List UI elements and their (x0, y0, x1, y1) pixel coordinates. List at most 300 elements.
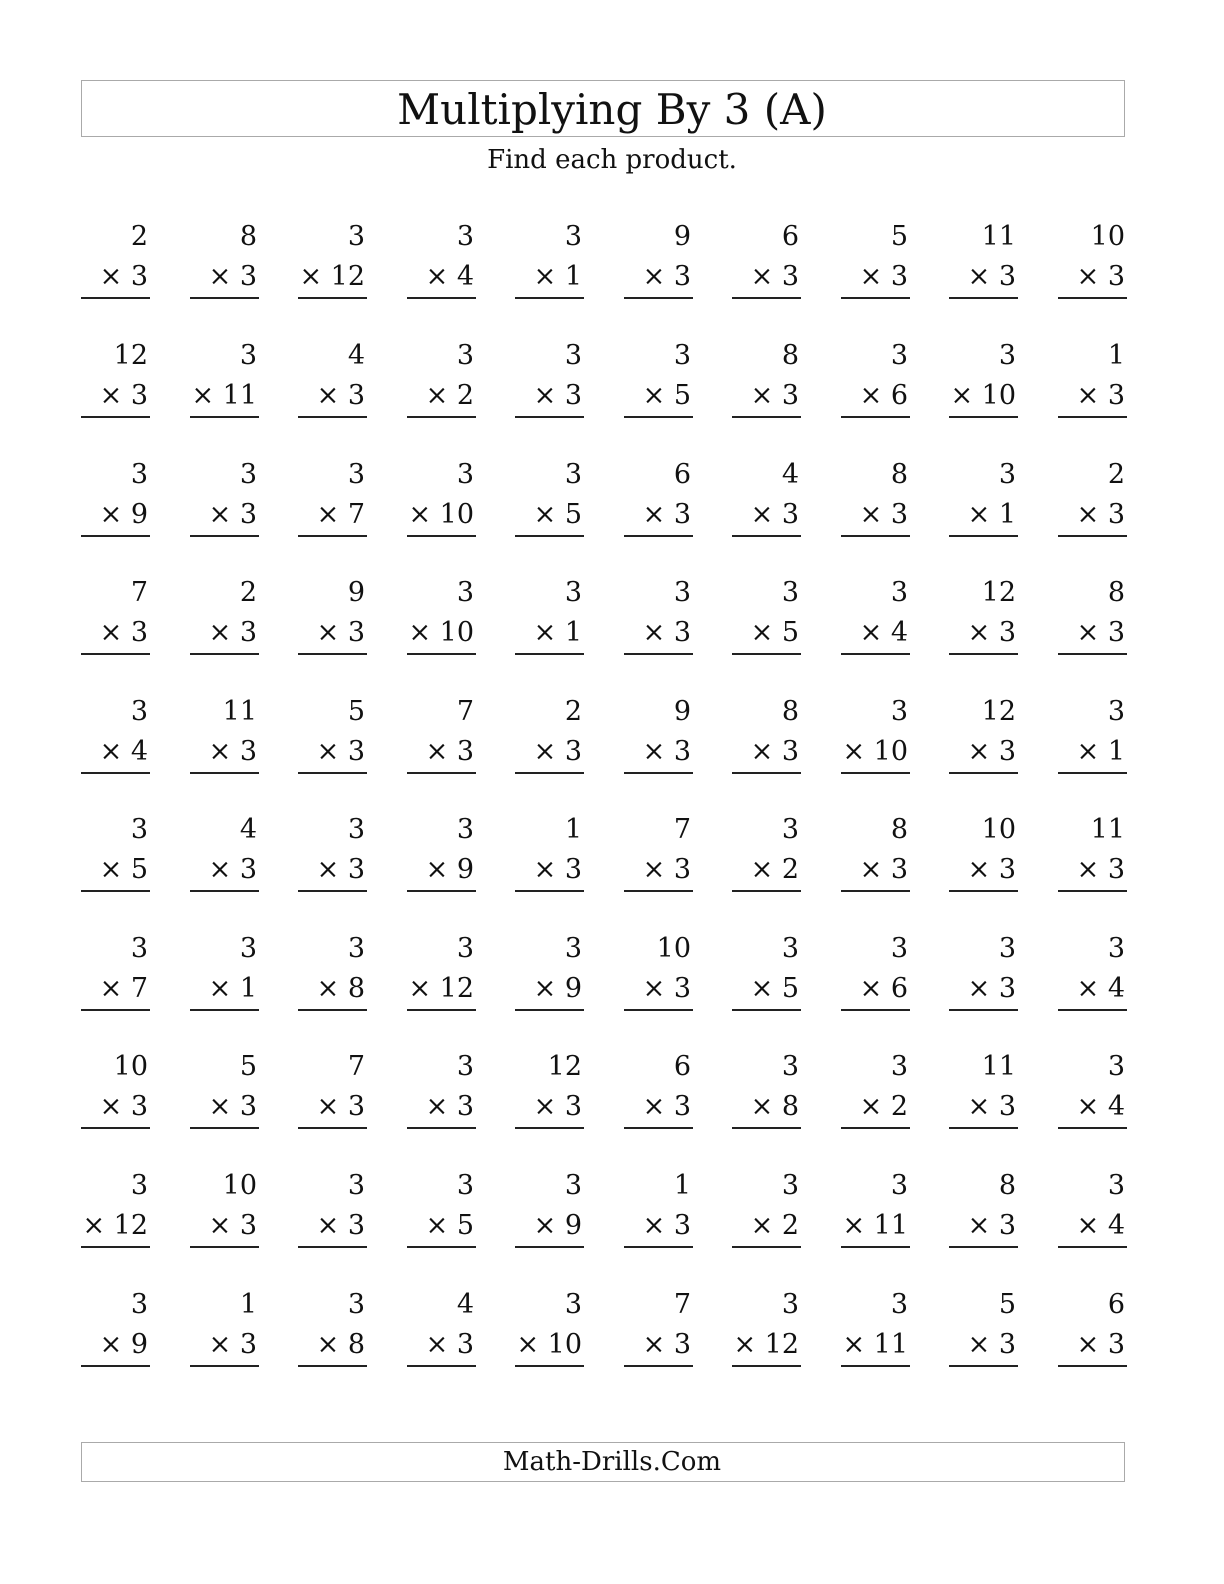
multiplicand: 12 (981, 696, 1016, 727)
multiplier: × 3 (99, 380, 148, 411)
multiplier: × 3 (642, 261, 691, 292)
problem (1058, 222, 1127, 302)
problem (81, 697, 150, 777)
problem (298, 934, 367, 1014)
answer-line (298, 1009, 367, 1011)
multiplicand: 3 (781, 933, 799, 964)
multiplier: × 3 (208, 499, 257, 530)
problem (515, 460, 584, 540)
problem (1058, 934, 1127, 1014)
multiplicand: 3 (347, 221, 365, 252)
answer-line (407, 1009, 476, 1011)
answer-line (1058, 1365, 1127, 1367)
multiplier: × 5 (425, 1210, 474, 1241)
multiplicand: 6 (781, 221, 799, 252)
problem (190, 578, 259, 658)
multiplier: × 3 (316, 736, 365, 767)
multiplicand: 3 (890, 577, 908, 608)
multiplier: × 10 (408, 499, 474, 530)
multiplicand: 12 (113, 340, 148, 371)
multiplier: × 3 (750, 736, 799, 767)
multiplier: × 9 (425, 854, 474, 885)
multiplicand: 3 (1107, 1170, 1125, 1201)
answer-line (624, 772, 693, 774)
answer-line (624, 1365, 693, 1367)
answer-line (190, 1127, 259, 1129)
problem (624, 1290, 693, 1370)
multiplier: × 3 (99, 617, 148, 648)
problem (1058, 1052, 1127, 1132)
multiplicand: 5 (239, 1051, 257, 1082)
problem (407, 578, 476, 658)
answer-line (949, 890, 1018, 892)
multiplicand: 3 (347, 933, 365, 964)
problem (190, 460, 259, 540)
multiplier: × 4 (1076, 1210, 1125, 1241)
answer-line (407, 416, 476, 418)
problem (624, 578, 693, 658)
multiplier: × 1 (533, 261, 582, 292)
multiplicand: 9 (347, 577, 365, 608)
answer-line (949, 1009, 1018, 1011)
multiplicand: 3 (564, 221, 582, 252)
multiplier: × 12 (82, 1210, 148, 1241)
multiplicand: 8 (998, 1170, 1016, 1201)
answer-line (732, 535, 801, 537)
multiplicand: 6 (1107, 1289, 1125, 1320)
problem (732, 1052, 801, 1132)
multiplier: × 4 (1076, 1091, 1125, 1122)
problem (624, 222, 693, 302)
multiplier: × 3 (967, 261, 1016, 292)
multiplier: × 2 (750, 1210, 799, 1241)
problem (190, 697, 259, 777)
multiplicand: 3 (781, 577, 799, 608)
problem (624, 460, 693, 540)
multiplicand: 3 (456, 1170, 474, 1201)
multiplicand: 4 (347, 340, 365, 371)
answer-line (624, 653, 693, 655)
multiplicand: 9 (673, 221, 691, 252)
problem (515, 1171, 584, 1251)
multiplicand: 1 (1107, 340, 1125, 371)
answer-line (515, 653, 584, 655)
multiplicand: 3 (456, 459, 474, 490)
multiplier: × 12 (733, 1329, 799, 1360)
answer-line (515, 297, 584, 299)
multiplicand: 3 (456, 814, 474, 845)
problem (1058, 697, 1127, 777)
multiplicand: 6 (673, 1051, 691, 1082)
problem (190, 1290, 259, 1370)
multiplicand: 3 (564, 1170, 582, 1201)
problem (407, 1290, 476, 1370)
multiplier: × 3 (642, 736, 691, 767)
answer-line (1058, 297, 1127, 299)
multiplicand: 3 (781, 814, 799, 845)
answer-line (81, 297, 150, 299)
multiplicand: 3 (130, 1170, 148, 1201)
multiplicand: 3 (456, 1051, 474, 1082)
answer-line (407, 890, 476, 892)
answer-line (407, 1127, 476, 1129)
multiplier: × 3 (750, 499, 799, 530)
multiplicand: 3 (456, 340, 474, 371)
multiplicand: 10 (656, 933, 691, 964)
problem (841, 460, 910, 540)
problem (1058, 1171, 1127, 1251)
problem (190, 1171, 259, 1251)
answer-line (624, 416, 693, 418)
problem (407, 1052, 476, 1132)
problem (407, 460, 476, 540)
answer-line (515, 535, 584, 537)
multiplicand: 8 (781, 340, 799, 371)
problem (515, 815, 584, 895)
multiplicand: 3 (347, 1170, 365, 1201)
multiplier: × 3 (425, 1091, 474, 1122)
multiplicand: 3 (564, 1289, 582, 1320)
multiplicand: 3 (564, 577, 582, 608)
multiplier: × 3 (208, 617, 257, 648)
answer-line (1058, 416, 1127, 418)
answer-line (298, 416, 367, 418)
multiplier: × 1 (1076, 736, 1125, 767)
multiplier: × 3 (642, 1091, 691, 1122)
problem (732, 1290, 801, 1370)
multiplicand: 3 (1107, 1051, 1125, 1082)
multiplier: × 10 (842, 736, 908, 767)
multiplicand: 3 (781, 1289, 799, 1320)
multiplicand: 3 (890, 696, 908, 727)
multiplier: × 11 (842, 1210, 908, 1241)
problem (949, 341, 1018, 421)
problem (407, 222, 476, 302)
answer-line (1058, 1127, 1127, 1129)
answer-line (407, 1365, 476, 1367)
multiplier: × 11 (842, 1329, 908, 1360)
answer-line (1058, 1009, 1127, 1011)
problem (841, 697, 910, 777)
answer-line (624, 1246, 693, 1248)
multiplier: × 3 (1076, 261, 1125, 292)
answer-line (81, 1365, 150, 1367)
answer-line (190, 890, 259, 892)
multiplicand: 3 (130, 459, 148, 490)
multiplier: × 3 (533, 380, 582, 411)
multiplier: × 3 (967, 1210, 1016, 1241)
multiplicand: 3 (673, 577, 691, 608)
multiplicand: 8 (890, 814, 908, 845)
answer-line (298, 1127, 367, 1129)
problem (298, 1052, 367, 1132)
multiplicand: 5 (890, 221, 908, 252)
multiplier: × 8 (316, 1329, 365, 1360)
problem (624, 934, 693, 1014)
multiplier: × 10 (408, 617, 474, 648)
problem (81, 341, 150, 421)
problem (190, 815, 259, 895)
multiplier: × 3 (99, 261, 148, 292)
multiplicand: 3 (781, 1170, 799, 1201)
multiplicand: 10 (981, 814, 1016, 845)
multiplicand: 2 (239, 577, 257, 608)
multiplicand: 3 (564, 933, 582, 964)
multiplicand: 3 (1107, 696, 1125, 727)
multiplier: × 4 (99, 736, 148, 767)
answer-line (81, 416, 150, 418)
multiplicand: 7 (673, 814, 691, 845)
answer-line (515, 1365, 584, 1367)
problem (949, 815, 1018, 895)
answer-line (624, 890, 693, 892)
problem (949, 697, 1018, 777)
multiplicand: 8 (890, 459, 908, 490)
problem (732, 697, 801, 777)
answer-line (949, 653, 1018, 655)
problem (81, 460, 150, 540)
multiplier: × 3 (316, 854, 365, 885)
multiplier: × 3 (642, 973, 691, 1004)
multiplier: × 5 (750, 617, 799, 648)
multiplier: × 3 (533, 736, 582, 767)
multiplicand: 3 (890, 340, 908, 371)
answer-line (190, 416, 259, 418)
problem (81, 1171, 150, 1251)
answer-line (298, 297, 367, 299)
multiplier: × 3 (208, 736, 257, 767)
multiplier: × 1 (208, 973, 257, 1004)
answer-line (1058, 535, 1127, 537)
multiplicand: 2 (1107, 459, 1125, 490)
multiplier: × 10 (516, 1329, 582, 1360)
multiplicand: 1 (239, 1289, 257, 1320)
multiplier: × 3 (208, 1091, 257, 1122)
multiplicand: 7 (456, 696, 474, 727)
problem (515, 222, 584, 302)
answer-line (949, 297, 1018, 299)
answer-line (190, 772, 259, 774)
multiplicand: 3 (347, 459, 365, 490)
multiplier: × 6 (859, 973, 908, 1004)
multiplier: × 3 (642, 1210, 691, 1241)
multiplier: × 1 (533, 617, 582, 648)
multiplier: × 11 (191, 380, 257, 411)
multiplicand: 4 (456, 1289, 474, 1320)
problem (515, 341, 584, 421)
answer-line (949, 1365, 1018, 1367)
answer-line (949, 416, 1018, 418)
multiplier: × 3 (208, 854, 257, 885)
multiplier: × 3 (533, 854, 582, 885)
multiplier: × 8 (316, 973, 365, 1004)
answer-line (190, 297, 259, 299)
multiplicand: 3 (456, 221, 474, 252)
answer-line (841, 1009, 910, 1011)
problem (407, 341, 476, 421)
problem (298, 341, 367, 421)
multiplier: × 1 (967, 499, 1016, 530)
multiplicand: 8 (781, 696, 799, 727)
problem (732, 815, 801, 895)
multiplier: × 5 (533, 499, 582, 530)
multiplicand: 3 (890, 1051, 908, 1082)
multiplicand: 8 (239, 221, 257, 252)
problem (81, 222, 150, 302)
problem (841, 222, 910, 302)
instructions: Find each product. (487, 145, 737, 175)
multiplicand: 5 (347, 696, 365, 727)
multiplier: × 12 (299, 261, 365, 292)
answer-line (624, 535, 693, 537)
multiplier: × 3 (750, 261, 799, 292)
multiplier: × 3 (642, 854, 691, 885)
answer-line (298, 1365, 367, 1367)
answer-line (81, 1246, 150, 1248)
multiplier: × 5 (642, 380, 691, 411)
multiplicand: 3 (890, 1170, 908, 1201)
problem (515, 578, 584, 658)
problem (949, 934, 1018, 1014)
answer-line (190, 535, 259, 537)
multiplier: × 3 (967, 1091, 1016, 1122)
answer-line (732, 1246, 801, 1248)
answer-line (298, 890, 367, 892)
answer-line (190, 1365, 259, 1367)
problem (298, 815, 367, 895)
answer-line (841, 653, 910, 655)
answer-line (515, 1127, 584, 1129)
multiplicand: 3 (890, 933, 908, 964)
answer-line (81, 653, 150, 655)
answer-line (949, 772, 1018, 774)
problem (515, 1290, 584, 1370)
problem (298, 222, 367, 302)
multiplicand: 7 (347, 1051, 365, 1082)
multiplier: × 3 (859, 261, 908, 292)
multiplier: × 3 (1076, 380, 1125, 411)
multiplier: × 3 (316, 1091, 365, 1122)
multiplier: × 3 (859, 854, 908, 885)
answer-line (298, 772, 367, 774)
answer-line (732, 772, 801, 774)
answer-line (1058, 890, 1127, 892)
problem (1058, 460, 1127, 540)
multiplicand: 3 (890, 1289, 908, 1320)
problem (841, 934, 910, 1014)
answer-line (298, 535, 367, 537)
multiplier: × 3 (99, 1091, 148, 1122)
answer-line (407, 535, 476, 537)
multiplicand: 11 (981, 221, 1016, 252)
problem (407, 697, 476, 777)
answer-line (515, 416, 584, 418)
multiplier: × 2 (750, 854, 799, 885)
problem (81, 1052, 150, 1132)
problem (1058, 1290, 1127, 1370)
multiplier: × 3 (425, 1329, 474, 1360)
multiplier: × 3 (642, 617, 691, 648)
multiplicand: 3 (130, 933, 148, 964)
multiplicand: 8 (1107, 577, 1125, 608)
multiplicand: 3 (239, 933, 257, 964)
answer-line (81, 772, 150, 774)
problem (515, 697, 584, 777)
multiplicand: 4 (239, 814, 257, 845)
problem (190, 341, 259, 421)
multiplicand: 3 (781, 1051, 799, 1082)
answer-line (732, 653, 801, 655)
problem (624, 697, 693, 777)
problem (624, 1171, 693, 1251)
multiplier: × 8 (750, 1091, 799, 1122)
multiplier: × 5 (750, 973, 799, 1004)
problem (1058, 815, 1127, 895)
answer-line (732, 1127, 801, 1129)
multiplicand: 3 (998, 459, 1016, 490)
answer-line (298, 653, 367, 655)
multiplier: × 6 (859, 380, 908, 411)
problem (81, 815, 150, 895)
multiplicand: 3 (347, 814, 365, 845)
answer-line (841, 1246, 910, 1248)
multiplicand: 5 (998, 1289, 1016, 1320)
problem (190, 1052, 259, 1132)
multiplier: × 3 (1076, 617, 1125, 648)
answer-line (624, 1009, 693, 1011)
multiplicand: 3 (130, 696, 148, 727)
multiplicand: 3 (998, 933, 1016, 964)
multiplier: × 9 (533, 1210, 582, 1241)
multiplier: × 3 (967, 973, 1016, 1004)
multiplier: × 4 (859, 617, 908, 648)
problem (732, 341, 801, 421)
answer-line (298, 1246, 367, 1248)
problem (407, 934, 476, 1014)
answer-line (81, 535, 150, 537)
multiplicand: 6 (673, 459, 691, 490)
multiplicand: 10 (113, 1051, 148, 1082)
multiplier: × 3 (859, 499, 908, 530)
page-title: Multiplying By 3 (A) (397, 85, 827, 134)
multiplier: × 2 (859, 1091, 908, 1122)
answer-line (190, 653, 259, 655)
answer-line (190, 1246, 259, 1248)
problem (841, 1290, 910, 1370)
multiplicand: 3 (239, 459, 257, 490)
multiplier: × 3 (967, 736, 1016, 767)
answer-line (841, 416, 910, 418)
answer-line (949, 1127, 1018, 1129)
multiplier: × 3 (208, 1210, 257, 1241)
answer-line (515, 890, 584, 892)
answer-line (732, 1365, 801, 1367)
answer-line (841, 535, 910, 537)
problem (841, 578, 910, 658)
multiplier: × 5 (99, 854, 148, 885)
multiplier: × 3 (1076, 1329, 1125, 1360)
multiplier: × 3 (208, 1329, 257, 1360)
multiplier: × 3 (1076, 854, 1125, 885)
problem (190, 934, 259, 1014)
multiplicand: 3 (564, 340, 582, 371)
multiplicand: 3 (347, 1289, 365, 1320)
problem (407, 815, 476, 895)
problem (624, 1052, 693, 1132)
multiplier: × 3 (750, 380, 799, 411)
multiplicand: 2 (130, 221, 148, 252)
multiplicand: 10 (1090, 221, 1125, 252)
